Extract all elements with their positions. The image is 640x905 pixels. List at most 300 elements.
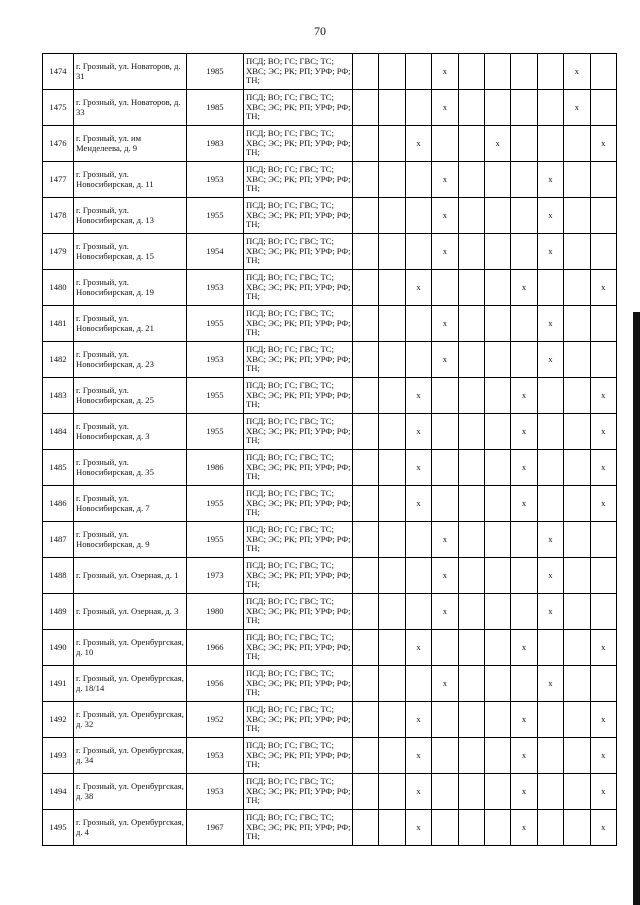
mark-cell — [590, 162, 616, 198]
table-row — [43, 198, 617, 234]
row-number-cell: 1485 — [43, 450, 74, 486]
mark-cell — [484, 306, 510, 342]
mark-cell: x — [590, 774, 616, 810]
address-cell: г. Грозный, ул. Новосибирская, д. 3 — [74, 414, 187, 450]
mark-cell — [432, 486, 458, 522]
mark-cell: x — [537, 306, 563, 342]
mark-cell: x — [511, 414, 537, 450]
table-row — [43, 342, 617, 378]
mark-cell — [379, 738, 405, 774]
year-cell: 1973 — [187, 558, 244, 594]
mark-cell — [537, 810, 563, 846]
year-cell: 1954 — [187, 234, 244, 270]
mark-cell — [484, 234, 510, 270]
mark-cell: x — [564, 54, 590, 90]
year-cell: 1953 — [187, 738, 244, 774]
mark-cell — [590, 522, 616, 558]
address-cell: г. Грозный, ул. Озерная, д. 1 — [74, 558, 187, 594]
mark-cell — [379, 306, 405, 342]
mark-cell — [484, 810, 510, 846]
mark-cell — [432, 450, 458, 486]
mark-cell — [405, 162, 431, 198]
mark-cell — [564, 342, 590, 378]
mark-cell — [379, 774, 405, 810]
mark-cell — [511, 522, 537, 558]
systems-cell: ПСД; ВО; ГС; ГВС; ТС; ХВС; ЭС; РК; РП; УРФ; РФ; ТН; — [244, 558, 353, 594]
systems-cell: ПСД; ВО; ГС; ГВС; ТС; ХВС; ЭС; РК; РП; УРФ; РФ; ТН; — [244, 90, 353, 126]
mark-cell — [458, 162, 484, 198]
address-cell: г. Грозный, ул. Новосибирская, д. 23 — [74, 342, 187, 378]
table-row — [43, 666, 617, 702]
mark-cell: x — [590, 414, 616, 450]
mark-cell — [458, 810, 484, 846]
row-number-cell: 1481 — [43, 306, 74, 342]
mark-cell — [511, 198, 537, 234]
mark-cell — [537, 90, 563, 126]
mark-cell — [590, 342, 616, 378]
systems-cell: ПСД; ВО; ГС; ГВС; ТС; ХВС; ЭС; РК; РП; УРФ; РФ; ТН; — [244, 342, 353, 378]
mark-cell — [458, 486, 484, 522]
mark-cell: x — [432, 306, 458, 342]
mark-cell — [353, 198, 379, 234]
mark-cell — [458, 666, 484, 702]
systems-cell: ПСД; ВО; ГС; ГВС; ТС; ХВС; ЭС; РК; РП; УРФ; РФ; ТН; — [244, 378, 353, 414]
mark-cell — [484, 342, 510, 378]
mark-cell — [564, 558, 590, 594]
address-cell: г. Грозный, ул. Новаторов, д. 31 — [74, 54, 187, 90]
table-row — [43, 54, 617, 90]
mark-cell — [379, 486, 405, 522]
mark-cell: x — [590, 450, 616, 486]
mark-cell: x — [405, 810, 431, 846]
address-cell: г. Грозный, ул. Новосибирская, д. 15 — [74, 234, 187, 270]
mark-cell — [405, 522, 431, 558]
mark-cell — [432, 270, 458, 306]
table-row — [43, 630, 617, 666]
mark-cell — [484, 162, 510, 198]
mark-cell — [564, 162, 590, 198]
mark-cell — [458, 558, 484, 594]
mark-cell — [353, 234, 379, 270]
year-cell: 1983 — [187, 126, 244, 162]
systems-cell: ПСД; ВО; ГС; ГВС; ТС; ХВС; ЭС; РК; РП; УРФ; РФ; ТН; — [244, 162, 353, 198]
mark-cell — [484, 54, 510, 90]
mark-cell — [353, 702, 379, 738]
systems-cell: ПСД; ВО; ГС; ГВС; ТС; ХВС; ЭС; РК; РП; УРФ; РФ; ТН; — [244, 738, 353, 774]
mark-cell — [353, 54, 379, 90]
mark-cell — [405, 558, 431, 594]
mark-cell: x — [484, 126, 510, 162]
mark-cell: x — [511, 630, 537, 666]
mark-cell — [564, 378, 590, 414]
mark-cell — [379, 342, 405, 378]
mark-cell: x — [432, 162, 458, 198]
mark-cell — [405, 198, 431, 234]
mark-cell — [458, 234, 484, 270]
mark-cell — [432, 702, 458, 738]
table-row — [43, 810, 617, 846]
mark-cell — [405, 342, 431, 378]
systems-cell: ПСД; ВО; ГС; ГВС; ТС; ХВС; ЭС; РК; РП; УРФ; РФ; ТН; — [244, 486, 353, 522]
mark-cell — [484, 486, 510, 522]
mark-cell — [564, 234, 590, 270]
systems-cell: ПСД; ВО; ГС; ГВС; ТС; ХВС; ЭС; РК; РП; УРФ; РФ; ТН; — [244, 702, 353, 738]
row-number-cell: 1489 — [43, 594, 74, 630]
mark-cell: x — [405, 486, 431, 522]
address-cell: г. Грозный, ул. Оренбургская, д. 4 — [74, 810, 187, 846]
mark-cell — [564, 774, 590, 810]
mark-cell: x — [405, 126, 431, 162]
mark-cell — [537, 54, 563, 90]
table-row — [43, 234, 617, 270]
mark-cell — [484, 666, 510, 702]
mark-cell — [484, 522, 510, 558]
mark-cell — [564, 414, 590, 450]
mark-cell — [537, 450, 563, 486]
address-cell: г. Грозный, ул. Новосибирская, д. 19 — [74, 270, 187, 306]
mark-cell — [537, 414, 563, 450]
mark-cell — [379, 270, 405, 306]
systems-cell: ПСД; ВО; ГС; ГВС; ТС; ХВС; ЭС; РК; РП; УРФ; РФ; ТН; — [244, 522, 353, 558]
address-cell: г. Грозный, ул. им Менделеева, д. 9 — [74, 126, 187, 162]
year-cell: 1955 — [187, 306, 244, 342]
mark-cell — [537, 702, 563, 738]
mark-cell: x — [405, 450, 431, 486]
mark-cell: x — [432, 558, 458, 594]
mark-cell — [432, 810, 458, 846]
mark-cell — [379, 234, 405, 270]
mark-cell — [511, 234, 537, 270]
table-row — [43, 594, 617, 630]
mark-cell: x — [590, 738, 616, 774]
mark-cell — [458, 594, 484, 630]
mark-cell — [590, 666, 616, 702]
mark-cell — [353, 450, 379, 486]
mark-cell: x — [405, 738, 431, 774]
address-cell: г. Грозный, ул. Новосибирская, д. 7 — [74, 486, 187, 522]
mark-cell — [353, 162, 379, 198]
mark-cell — [353, 306, 379, 342]
mark-cell — [458, 414, 484, 450]
mark-cell — [458, 774, 484, 810]
mark-cell — [511, 54, 537, 90]
mark-cell — [564, 702, 590, 738]
mark-cell — [537, 486, 563, 522]
mark-cell — [564, 738, 590, 774]
mark-cell: x — [537, 522, 563, 558]
mark-cell: x — [405, 378, 431, 414]
scan-edge-mark — [633, 312, 640, 905]
systems-cell: ПСД; ВО; ГС; ГВС; ТС; ХВС; ЭС; РК; РП; УРФ; РФ; ТН; — [244, 450, 353, 486]
mark-cell — [458, 738, 484, 774]
mark-cell — [353, 738, 379, 774]
systems-cell: ПСД; ВО; ГС; ГВС; ТС; ХВС; ЭС; РК; РП; УРФ; РФ; ТН; — [244, 306, 353, 342]
mark-cell — [564, 450, 590, 486]
mark-cell: x — [405, 270, 431, 306]
mark-cell — [564, 594, 590, 630]
mark-cell: x — [432, 198, 458, 234]
mark-cell: x — [590, 630, 616, 666]
year-cell: 1955 — [187, 378, 244, 414]
mark-cell — [564, 198, 590, 234]
table-row — [43, 90, 617, 126]
row-number-cell: 1474 — [43, 54, 74, 90]
mark-cell — [458, 270, 484, 306]
mark-cell — [405, 54, 431, 90]
year-cell: 1985 — [187, 54, 244, 90]
mark-cell — [458, 702, 484, 738]
address-cell: г. Грозный, ул. Новаторов, д. 33 — [74, 90, 187, 126]
mark-cell — [564, 666, 590, 702]
row-number-cell: 1494 — [43, 774, 74, 810]
systems-cell: ПСД; ВО; ГС; ГВС; ТС; ХВС; ЭС; РК; РП; УРФ; РФ; ТН; — [244, 810, 353, 846]
mark-cell — [484, 738, 510, 774]
mark-cell — [564, 486, 590, 522]
mark-cell — [537, 738, 563, 774]
mark-cell: x — [511, 774, 537, 810]
mark-cell — [458, 630, 484, 666]
table-row — [43, 450, 617, 486]
mark-cell — [379, 198, 405, 234]
mark-cell — [590, 90, 616, 126]
mark-cell — [353, 594, 379, 630]
mark-cell — [353, 810, 379, 846]
mark-cell — [432, 126, 458, 162]
mark-cell — [432, 738, 458, 774]
mark-cell: x — [564, 90, 590, 126]
mark-cell: x — [537, 558, 563, 594]
row-number-cell: 1487 — [43, 522, 74, 558]
mark-cell — [353, 342, 379, 378]
mark-cell — [564, 630, 590, 666]
table-row — [43, 270, 617, 306]
mark-cell — [353, 486, 379, 522]
mark-cell — [405, 666, 431, 702]
year-cell: 1952 — [187, 702, 244, 738]
table-row — [43, 738, 617, 774]
table-row — [43, 126, 617, 162]
mark-cell — [379, 594, 405, 630]
mark-cell: x — [511, 270, 537, 306]
mark-cell — [484, 90, 510, 126]
address-cell: г. Грозный, ул. Озерная, д. 3 — [74, 594, 187, 630]
mark-cell: x — [590, 378, 616, 414]
row-number-cell: 1480 — [43, 270, 74, 306]
mark-cell: x — [511, 450, 537, 486]
mark-cell: x — [537, 594, 563, 630]
mark-cell: x — [511, 486, 537, 522]
year-cell: 1955 — [187, 486, 244, 522]
mark-cell — [353, 126, 379, 162]
mark-cell — [458, 450, 484, 486]
year-cell: 1966 — [187, 630, 244, 666]
mark-cell — [458, 342, 484, 378]
mark-cell — [484, 630, 510, 666]
mark-cell: x — [432, 342, 458, 378]
mark-cell: x — [405, 414, 431, 450]
mark-cell — [484, 270, 510, 306]
mark-cell — [484, 378, 510, 414]
mark-cell — [458, 126, 484, 162]
mark-cell — [590, 558, 616, 594]
mark-cell: x — [511, 738, 537, 774]
mark-cell — [484, 558, 510, 594]
mark-cell — [511, 342, 537, 378]
mark-cell: x — [432, 54, 458, 90]
mark-cell: x — [537, 162, 563, 198]
mark-cell — [511, 306, 537, 342]
address-cell: г. Грозный, ул. Новосибирская, д. 25 — [74, 378, 187, 414]
row-number-cell: 1484 — [43, 414, 74, 450]
systems-cell: ПСД; ВО; ГС; ГВС; ТС; ХВС; ЭС; РК; РП; УРФ; РФ; ТН; — [244, 270, 353, 306]
table-row — [43, 486, 617, 522]
mark-cell — [564, 522, 590, 558]
address-cell: г. Грозный, ул. Новосибирская, д. 11 — [74, 162, 187, 198]
mark-cell: x — [511, 378, 537, 414]
systems-cell: ПСД; ВО; ГС; ГВС; ТС; ХВС; ЭС; РК; РП; УРФ; РФ; ТН; — [244, 594, 353, 630]
table-row — [43, 414, 617, 450]
table-body — [43, 54, 617, 846]
mark-cell — [564, 306, 590, 342]
mark-cell: x — [432, 90, 458, 126]
year-cell: 1985 — [187, 90, 244, 126]
mark-cell — [405, 594, 431, 630]
mark-cell: x — [590, 486, 616, 522]
mark-cell: x — [537, 234, 563, 270]
mark-cell — [484, 414, 510, 450]
row-number-cell: 1483 — [43, 378, 74, 414]
mark-cell — [379, 162, 405, 198]
row-number-cell: 1490 — [43, 630, 74, 666]
mark-cell — [432, 378, 458, 414]
mark-cell — [564, 126, 590, 162]
systems-cell: ПСД; ВО; ГС; ГВС; ТС; ХВС; ЭС; РК; РП; УРФ; РФ; ТН; — [244, 198, 353, 234]
table-row — [43, 558, 617, 594]
mark-cell: x — [432, 666, 458, 702]
mark-cell: x — [432, 594, 458, 630]
mark-cell — [353, 414, 379, 450]
mark-cell — [432, 630, 458, 666]
mark-cell — [353, 270, 379, 306]
mark-cell — [353, 378, 379, 414]
year-cell: 1953 — [187, 774, 244, 810]
mark-cell — [511, 162, 537, 198]
mark-cell: x — [432, 522, 458, 558]
address-cell: г. Грозный, ул. Новосибирская, д. 35 — [74, 450, 187, 486]
row-number-cell: 1486 — [43, 486, 74, 522]
mark-cell — [458, 54, 484, 90]
systems-cell: ПСД; ВО; ГС; ГВС; ТС; ХВС; ЭС; РК; РП; УРФ; РФ; ТН; — [244, 414, 353, 450]
mark-cell — [405, 306, 431, 342]
mark-cell: x — [590, 270, 616, 306]
mark-cell — [379, 450, 405, 486]
mark-cell — [484, 702, 510, 738]
mark-cell — [537, 270, 563, 306]
mark-cell: x — [405, 774, 431, 810]
mark-cell — [564, 810, 590, 846]
year-cell: 1953 — [187, 162, 244, 198]
row-number-cell: 1477 — [43, 162, 74, 198]
mark-cell — [537, 774, 563, 810]
systems-cell: ПСД; ВО; ГС; ГВС; ТС; ХВС; ЭС; РК; РП; УРФ; РФ; ТН; — [244, 54, 353, 90]
mark-cell: x — [590, 126, 616, 162]
mark-cell — [379, 630, 405, 666]
mark-cell — [511, 558, 537, 594]
housing-registry-table — [42, 53, 617, 846]
mark-cell: x — [537, 198, 563, 234]
mark-cell — [590, 234, 616, 270]
row-number-cell: 1492 — [43, 702, 74, 738]
mark-cell — [484, 594, 510, 630]
systems-cell: ПСД; ВО; ГС; ГВС; ТС; ХВС; ЭС; РК; РП; УРФ; РФ; ТН; — [244, 234, 353, 270]
row-number-cell: 1491 — [43, 666, 74, 702]
mark-cell — [590, 594, 616, 630]
mark-cell — [405, 234, 431, 270]
table-row — [43, 378, 617, 414]
year-cell: 1955 — [187, 198, 244, 234]
mark-cell — [564, 270, 590, 306]
year-cell: 1956 — [187, 666, 244, 702]
row-number-cell: 1493 — [43, 738, 74, 774]
mark-cell — [353, 630, 379, 666]
mark-cell — [537, 378, 563, 414]
mark-cell — [379, 54, 405, 90]
mark-cell — [484, 198, 510, 234]
mark-cell — [590, 198, 616, 234]
mark-cell: x — [590, 810, 616, 846]
mark-cell — [379, 702, 405, 738]
mark-cell — [379, 90, 405, 126]
mark-cell: x — [537, 342, 563, 378]
row-number-cell: 1475 — [43, 90, 74, 126]
mark-cell — [379, 126, 405, 162]
mark-cell — [379, 810, 405, 846]
systems-cell: ПСД; ВО; ГС; ГВС; ТС; ХВС; ЭС; РК; РП; УРФ; РФ; ТН; — [244, 630, 353, 666]
mark-cell — [379, 414, 405, 450]
address-cell: г. Грозный, ул. Новосибирская, д. 13 — [74, 198, 187, 234]
table-row — [43, 522, 617, 558]
mark-cell — [379, 378, 405, 414]
address-cell: г. Грозный, ул. Оренбургская, д. 34 — [74, 738, 187, 774]
mark-cell — [590, 54, 616, 90]
mark-cell: x — [511, 810, 537, 846]
row-number-cell: 1478 — [43, 198, 74, 234]
year-cell: 1955 — [187, 522, 244, 558]
year-cell: 1953 — [187, 342, 244, 378]
mark-cell — [458, 522, 484, 558]
mark-cell — [458, 378, 484, 414]
mark-cell — [353, 666, 379, 702]
mark-cell — [458, 306, 484, 342]
mark-cell: x — [405, 630, 431, 666]
mark-cell — [537, 630, 563, 666]
address-cell: г. Грозный, ул. Новосибирская, д. 9 — [74, 522, 187, 558]
mark-cell — [511, 126, 537, 162]
mark-cell — [458, 198, 484, 234]
mark-cell — [537, 126, 563, 162]
row-number-cell: 1476 — [43, 126, 74, 162]
mark-cell — [379, 666, 405, 702]
systems-cell: ПСД; ВО; ГС; ГВС; ТС; ХВС; ЭС; РК; РП; УРФ; РФ; ТН; — [244, 666, 353, 702]
row-number-cell: 1482 — [43, 342, 74, 378]
row-number-cell: 1479 — [43, 234, 74, 270]
table-row — [43, 162, 617, 198]
table-row — [43, 306, 617, 342]
row-number-cell: 1488 — [43, 558, 74, 594]
mark-cell: x — [537, 666, 563, 702]
table-row — [43, 702, 617, 738]
address-cell: г. Грозный, ул. Оренбургская, д. 18/14 — [74, 666, 187, 702]
